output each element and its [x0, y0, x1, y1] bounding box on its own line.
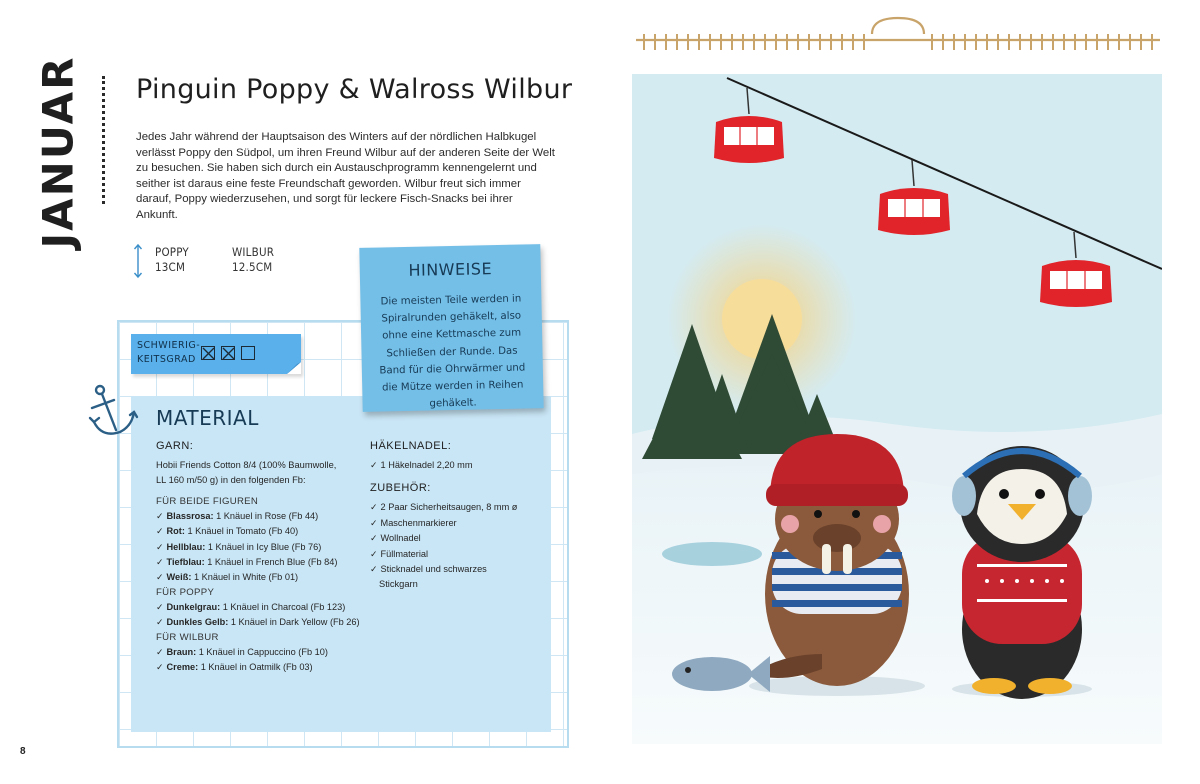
checklist-item: ✓ Rot: 1 Knäuel in Tomato (Fb 40)	[156, 524, 356, 539]
hints-note	[359, 244, 543, 412]
checklist-item: ✓ 2 Paar Sicherheitsaugen, 8 mm ø	[370, 500, 545, 515]
checklist-item: ✓ Füllmaterial	[370, 547, 545, 562]
check-icon: ✓	[370, 564, 378, 575]
accessories-last-line: Stickgarn	[379, 579, 418, 590]
difficulty-box-filled	[221, 346, 235, 360]
material-title: MATERIAL	[156, 406, 259, 430]
checklist-item: ✓ Weiß: 1 Knäuel in White (Fb 01)	[156, 570, 356, 585]
height-arrow-icon	[133, 243, 143, 279]
yarn-line2: LL 160 m/50 g) in den folgenden Fb:	[156, 475, 306, 486]
size-wilbur	[232, 245, 274, 275]
check-icon: ✓	[370, 502, 378, 513]
size-poppy-value: 13CM	[155, 260, 186, 274]
page-title: Pinguin Poppy & Walross Wilbur	[136, 74, 573, 105]
checklist-item: ✓ Wollnadel	[370, 531, 545, 546]
yarn-line1: Hobii Friends Cotton 8/4 (100% Baumwolle,	[156, 460, 337, 470]
tools-section	[370, 440, 545, 593]
calendar-binding	[636, 16, 1160, 56]
checklist-item: ✓ Blassrosa: 1 Knäuel in Rose (Fb 44)	[156, 509, 356, 524]
hints-body: Die meisten Teile werden in Spiralrunden gehäkelt, also ohne eine Kettmasche zum Schließen der Runde. Das Band für die Ohrwärmer und die Mütze werden in Reihen gehäkelt.	[379, 293, 526, 410]
checklist-item: ✓ Creme: 1 Knäuel in Oatmilk (Fb 03)	[156, 660, 356, 675]
month-label: JANUAR	[33, 55, 83, 249]
checklist-item: ✓ Tiefblau: 1 Knäuel in French Blue (Fb 84)	[156, 555, 356, 570]
check-icon: ✓	[156, 510, 164, 521]
check-icon: ✓	[156, 557, 164, 568]
check-icon: ✓	[156, 617, 164, 628]
check-icon: ✓	[370, 517, 378, 528]
check-icon: ✓	[156, 572, 164, 583]
penguin-plush	[952, 446, 1092, 699]
difficulty-box-filled	[201, 346, 215, 360]
check-icon: ✓	[370, 460, 378, 470]
checklist-item: ✓ Hellblau: 1 Knäuel in Icy Blue (Fb 76)	[156, 540, 356, 555]
accessories-heading: ZUBEHÖR:	[370, 482, 431, 495]
month-heading	[28, 55, 88, 249]
checklist-item: ✓ Dunkelgrau: 1 Knäuel in Charcoal (Fb 123)	[156, 600, 356, 615]
checklist-item: ✓ Dunkles Gelb: 1 Knäuel in Dark Yellow (Fb 26)	[156, 615, 356, 630]
poppy-heading: FÜR POPPY	[156, 586, 215, 598]
size-poppy-name: POPPY	[155, 245, 189, 259]
yarn-heading: GARN:	[156, 440, 194, 452]
hook-heading: HÄKELNADEL:	[370, 440, 452, 452]
size-wilbur-name: WILBUR	[232, 245, 275, 259]
check-icon: ✓	[370, 548, 378, 559]
check-icon: ✓	[156, 526, 164, 537]
both-figures-heading: FÜR BEIDE FIGUREN	[156, 495, 259, 507]
hook-list	[370, 458, 545, 473]
check-icon: ✓	[370, 533, 378, 544]
size-wilbur-value: 12.5CM	[232, 260, 273, 274]
page-curl-icon	[287, 362, 301, 374]
size-poppy	[155, 245, 189, 275]
wilbur-heading: FÜR WILBUR	[156, 631, 219, 643]
poppy-list	[156, 600, 360, 631]
checklist-item: ✓ Sticknadel und schwarzes	[370, 562, 545, 577]
check-icon: ✓	[156, 646, 164, 657]
checklist-item: ✓ 1 Häkelnadel 2,20 mm	[370, 458, 545, 473]
difficulty-tab	[131, 334, 301, 374]
winter-illustration	[632, 74, 1162, 744]
difficulty-label-line2: KEITSGRAD	[137, 354, 196, 365]
checklist-item: ✓ Maschenmarkierer	[370, 516, 545, 531]
ice-hole	[662, 542, 762, 566]
both-figures-list	[156, 509, 356, 586]
intro-paragraph: Jedes Jahr während der Hauptsaison des Winters auf der nördlichen Halbkugel verlässt Poppy den Südpol, um ihren Freund Wilbur auf der anderen Seite der Welt zu besuchen. Sie haben sich durch ein Austauschprogramm kennengelernt und seither ist daraus eine feste Freundschaft geworden. Wilbur freut sich immer darauf, Poppy wiederzusehen, und sorgt für leckere Fisch-Snacks bei ihrer Ankunft.	[136, 131, 555, 221]
anchor-icon	[86, 382, 142, 442]
check-icon: ✓	[156, 601, 164, 612]
difficulty-label	[137, 339, 200, 367]
yarn-section	[156, 440, 360, 675]
accessories-list	[370, 500, 545, 577]
check-icon: ✓	[156, 541, 164, 552]
wilbur-list	[156, 645, 356, 676]
difficulty-box-empty	[241, 346, 255, 360]
dotted-divider	[102, 76, 107, 204]
check-icon: ✓	[156, 662, 164, 673]
checklist-item: ✓ Braun: 1 Knäuel in Cappuccino (Fb 10)	[156, 645, 356, 660]
difficulty-label-line1: SCHWIERIG-	[137, 340, 201, 351]
page-number: 8	[20, 746, 26, 757]
hints-title: HINWEISE	[408, 259, 493, 280]
illustration-scene	[632, 74, 1162, 744]
